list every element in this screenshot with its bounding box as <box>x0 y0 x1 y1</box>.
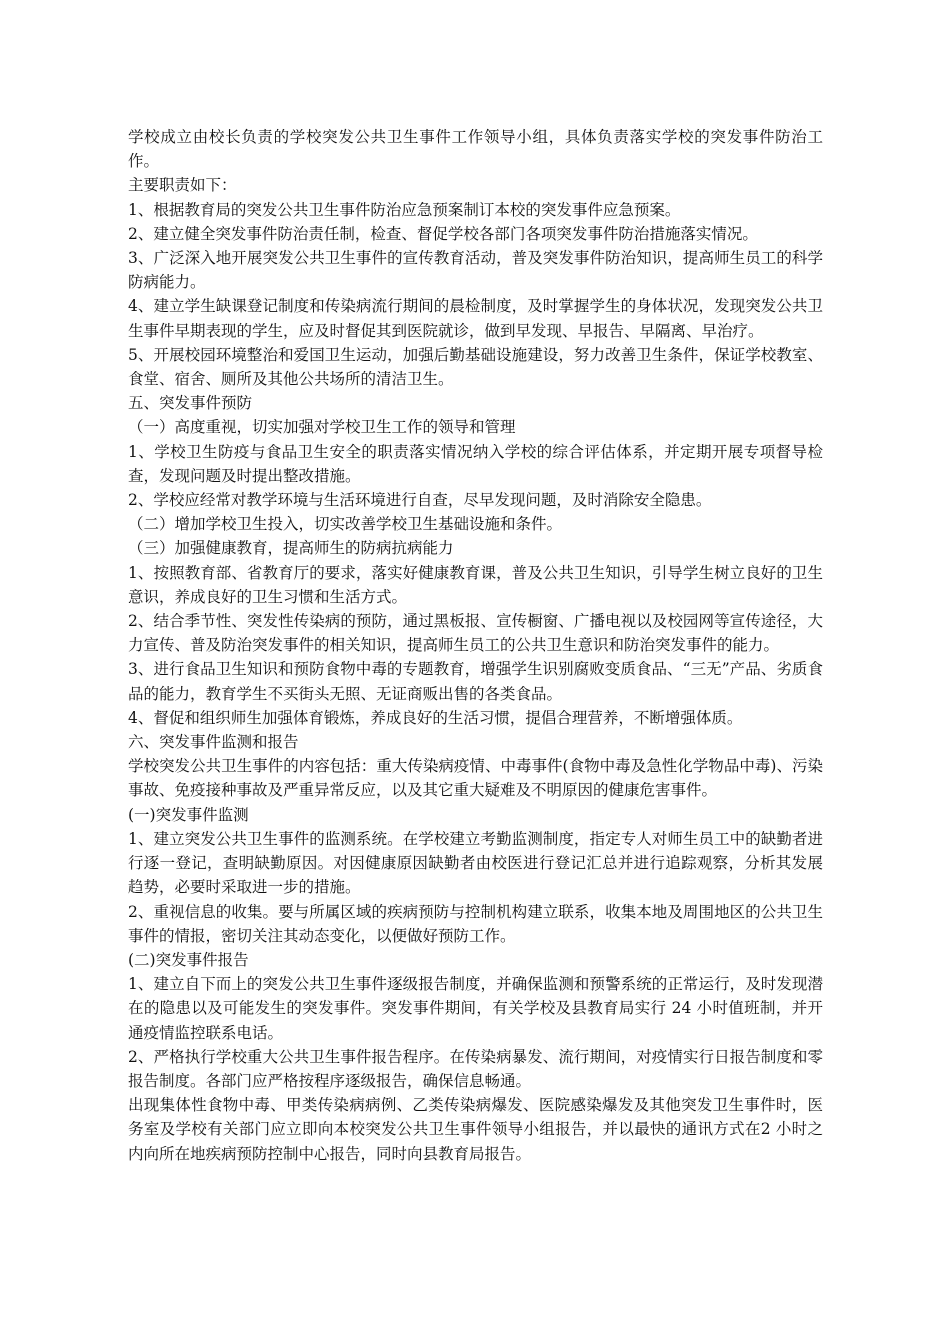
subheading-2: （二）增加学校卫生投入，切实改善学校卫生基础设施和条件。 <box>128 515 563 534</box>
subheading-monitoring: (一)突发事件监测 <box>128 805 249 824</box>
subheading-reporting: (二)突发事件报告 <box>128 950 249 969</box>
document-body <box>128 125 823 1166</box>
paragraph-11: 2、学校应经常对教学环境与生活环境进行自查，尽早发现问题，及时消除安全隐患。 <box>128 491 712 510</box>
subheading-3: （三）加强健康教育，提高师生的防病抗病能力 <box>128 539 454 558</box>
paragraph-3: 1、根据教育局的突发公共卫生事件防治应急预案制订本校的突发事件应急预案。 <box>128 200 681 219</box>
paragraph-15: 2、结合季节性、突发性传染病的预防，通过黑板报、宣传橱窗、广播电视以及校园网等宣传途径，大力宣传、普及防治突发事件的相关知识，提高师生员工的公共卫生意识和防治突发事件的能力。 <box>128 612 823 655</box>
paragraph-2: 主要职责如下： <box>128 176 237 195</box>
paragraph-19: 学校突发公共卫生事件的内容包括：重大传染病疫情、中毒事件(食物中毒及急性化学物品中毒)、污染事故、免疫接种事故及严重异常反应，以及其它重大疑难及不明原因的健康危害事件。 <box>128 757 823 800</box>
paragraph-26: 出现集体性食物中毒、甲类传染病病例、乙类传染病爆发、医院感染爆发及其他突发卫生事件时，医务室及学校有关部门应立即向本校突发公共卫生事件领导小组报告，并以最快的通讯方式在2 小时之内向所在地疾病预防控制中心报告，同时向县教育局报告。 <box>128 1096 823 1163</box>
paragraph-16: 3、进行食品卫生知识和预防食物中毒的专题教育，增强学生识别腐败变质食品、“三无”产品、劣质食品的能力，教育学生不买街头无照、无证商贩出售的各类食品。 <box>128 660 823 703</box>
paragraph-1: 学校成立由校长负责的学校突发公共卫生事件工作领导小组，具体负责落实学校的突发事件防治工作。 <box>128 128 823 171</box>
paragraph-21: 1、建立突发公共卫生事件的监测系统。在学校建立考勤监测制度，指定专人对师生员工中的缺勤者进行逐一登记，查明缺勤原因。对因健康原因缺勤者由校医进行登记汇总并进行追踪观察，分析其发展趋势，必要时采取进一步的措施。 <box>128 829 823 897</box>
paragraph-10: 1、学校卫生防疫与食品卫生安全的职责落实情况纳入学校的综合评估体系，并定期开展专项督导检查，发现问题及时提出整改措施。 <box>128 442 823 485</box>
section-heading-prevention: 五、突发事件预防 <box>128 394 253 413</box>
paragraph-22: 2、重视信息的收集。要与所属区域的疾病预防与控制机构建立联系，收集本地及周围地区的公共卫生事件的情报，密切关注其动态变化，以便做好预防工作。 <box>128 902 823 945</box>
paragraph-4: 2、建立健全突发事件防治责任制，检查、督促学校各部门各项突发事件防治措施落实情况。 <box>128 224 758 243</box>
paragraph-5: 3、广泛深入地开展突发公共卫生事件的宣传教育活动，普及突发事件防治知识，提高师生员工的科学防病能力。 <box>128 249 823 292</box>
paragraph-17: 4、督促和组织师生加强体育锻炼，养成良好的生活习惯，提倡合理营养，不断增强体质。 <box>128 708 743 727</box>
paragraph-14: 1、按照教育部、省教育厅的要求，落实好健康教育课，普及公共卫生知识，引导学生树立良好的卫生意识，养成良好的卫生习惯和生活方式。 <box>128 563 823 606</box>
paragraph-25: 2、严格执行学校重大公共卫生事件报告程序。在传染病暴发、流行期间，对疫情实行日报告制度和零报告制度。各部门应严格按程序逐级报告，确保信息畅通。 <box>128 1047 823 1090</box>
paragraph-24: 1、建立自下而上的突发公共卫生事件逐级报告制度，并确保监测和预警系统的正常运行，及时发现潜在的隐患以及可能发生的突发事件。突发事件期间，有关学校及县教育局实行 24 小时值班制，并开通疫情监控联系电话。 <box>128 975 823 1042</box>
paragraph-7: 5、开展校园环境整治和爱国卫生运动，加强后勤基础设施建设，努力改善卫生条件，保证学校教室、食堂、宿舍、厕所及其他公共场所的清洁卫生。 <box>128 345 823 389</box>
section-heading-monitoring: 六、突发事件监测和报告 <box>128 733 299 752</box>
paragraph-6: 4、建立学生缺课登记制度和传染病流行期间的晨检制度，及时掌握学生的身体状况，发现突发公共卫生事件早期表现的学生，应及时督促其到医院就诊，做到早发现、早报告、早隔离、早治疗。 <box>128 297 823 340</box>
subheading-1: （一）高度重视，切实加强对学校卫生工作的领导和管理 <box>128 418 516 437</box>
